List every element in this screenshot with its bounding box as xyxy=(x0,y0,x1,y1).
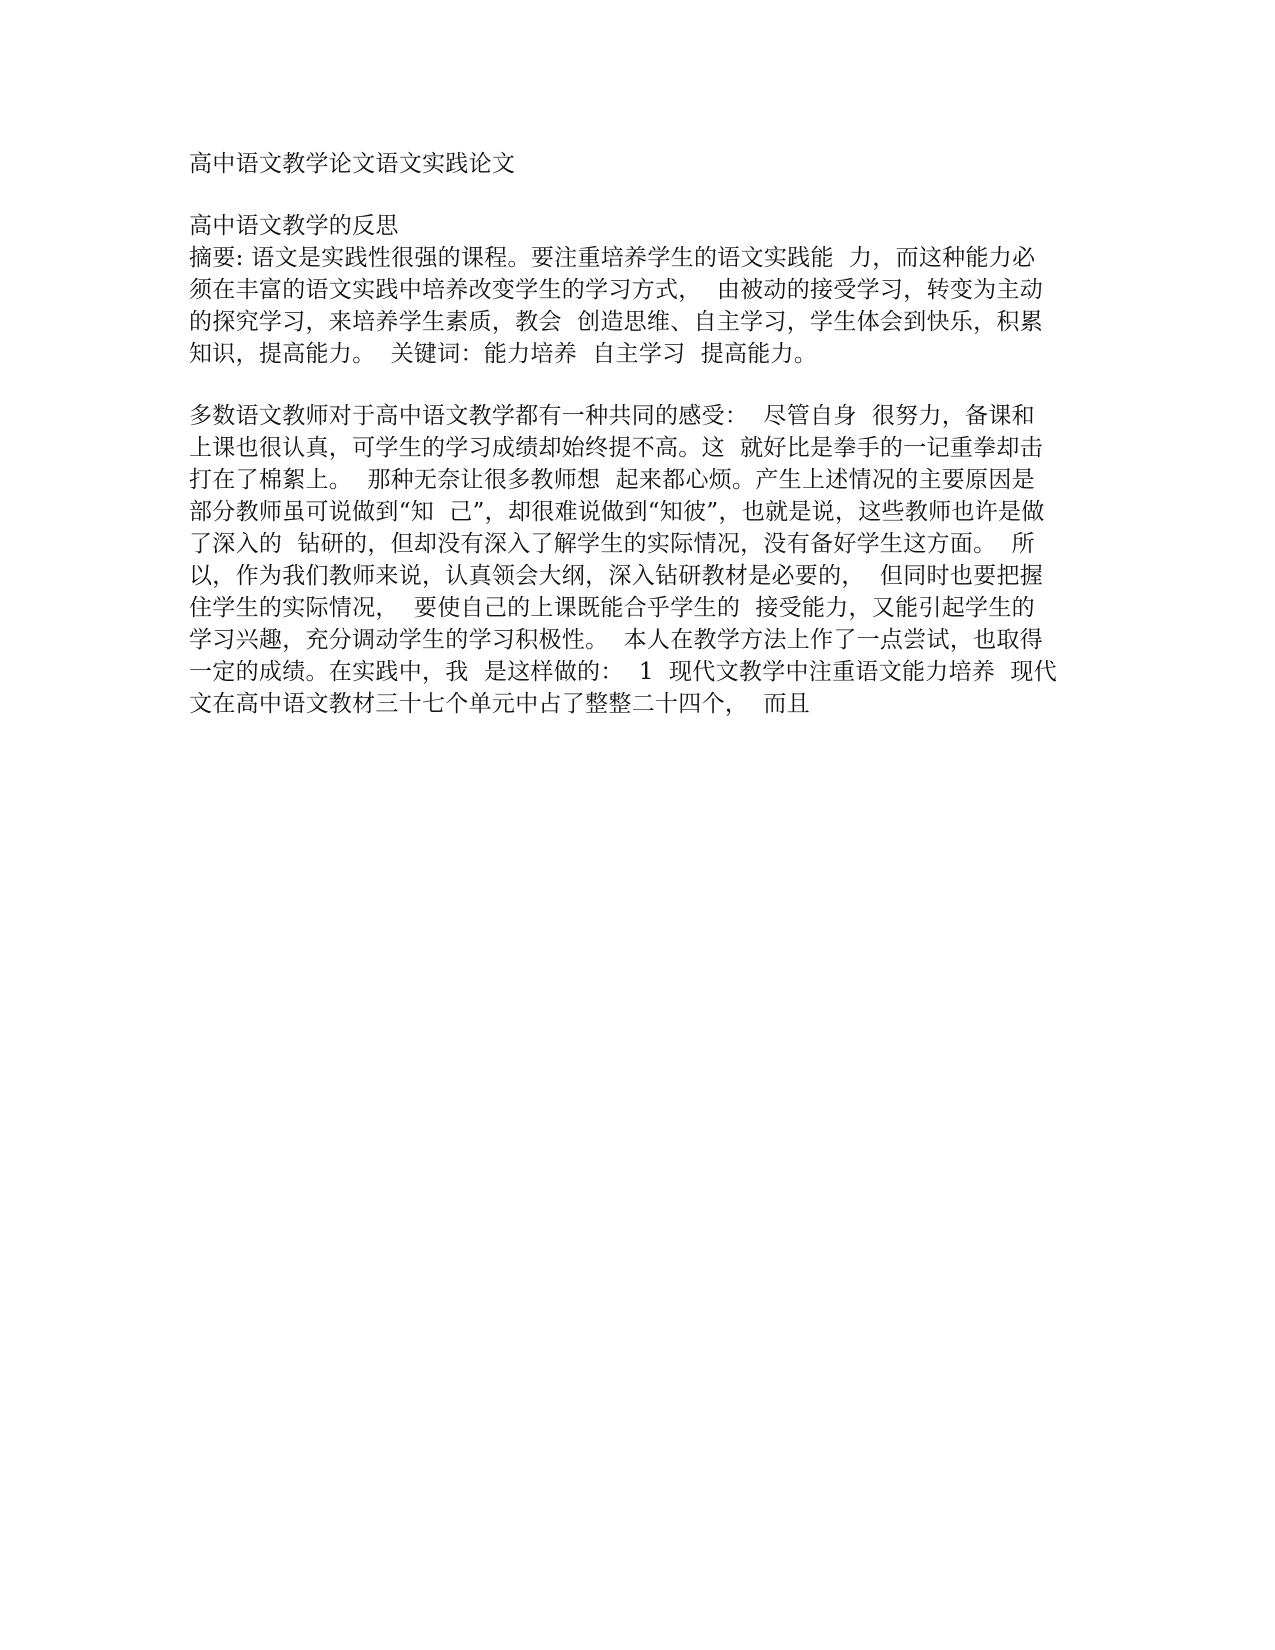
abstract-line: 知识，提高能力。 关键词：能力培养 自主学习 提高能力。 xyxy=(189,341,818,367)
document-subtitle: 高中语文教学的反思 xyxy=(189,213,399,239)
body-line: 部分教师虽可说做到“知 己”，却很难说做到“知彼”，也就是说，这些教师也许是做 xyxy=(189,499,1045,525)
body-line: 以，作为我们教师来说，认真领会大纲，深入钻研教材是必要的， 但同时也要把握 xyxy=(189,563,1044,589)
body-line: 文在高中语文教材三十七个单元中占了整整二十四个， 而且 xyxy=(189,691,811,717)
body-line: 一定的成绩。在实践中，我 是这样做的： 1 现代文教学中注重语文能力培养 现代 xyxy=(189,659,1058,685)
body-line: 了深入的 钻研的，但却没有深入了解学生的实际情况，没有备好学生这方面。 所 xyxy=(189,531,1035,557)
abstract-line: 摘要: 语文是实践性很强的课程。要注重培养学生的语文实践能 力，而这种能力必 xyxy=(189,245,1036,271)
body-line: 多数语文教师对于高中语文教学都有一种共同的感受： 尽管自身 很努力，备课和 xyxy=(189,403,1035,429)
abstract-line: 的探究学习，来培养学生素质，教会 创造思维、自主学习，学生体会到快乐，积累 xyxy=(189,309,1044,335)
body-line: 打在了棉絮上。 那种无奈让很多教师想 起来都心烦。产生上述情况的主要原因是 xyxy=(189,467,1035,493)
body-line: 上课也很认真，可学生的学习成绩却始终提不高。这 就好比是拳手的一记重拳却击 xyxy=(189,435,1044,461)
body-line: 学习兴趣，充分调动学生的学习积极性。 本人在教学方法上作了一点尝试，也取得 xyxy=(189,627,1044,653)
body-line: 住学生的实际情况， 要使自己的上课既能合乎学生的 接受能力，又能引起学生的 xyxy=(189,595,1035,621)
abstract-line: 须在丰富的语文实践中培养改变学生的学习方式， 由被动的接受学习，转变为主动 xyxy=(189,277,1044,303)
document-title: 高中语文教学论文语文实践论文 xyxy=(189,151,516,177)
